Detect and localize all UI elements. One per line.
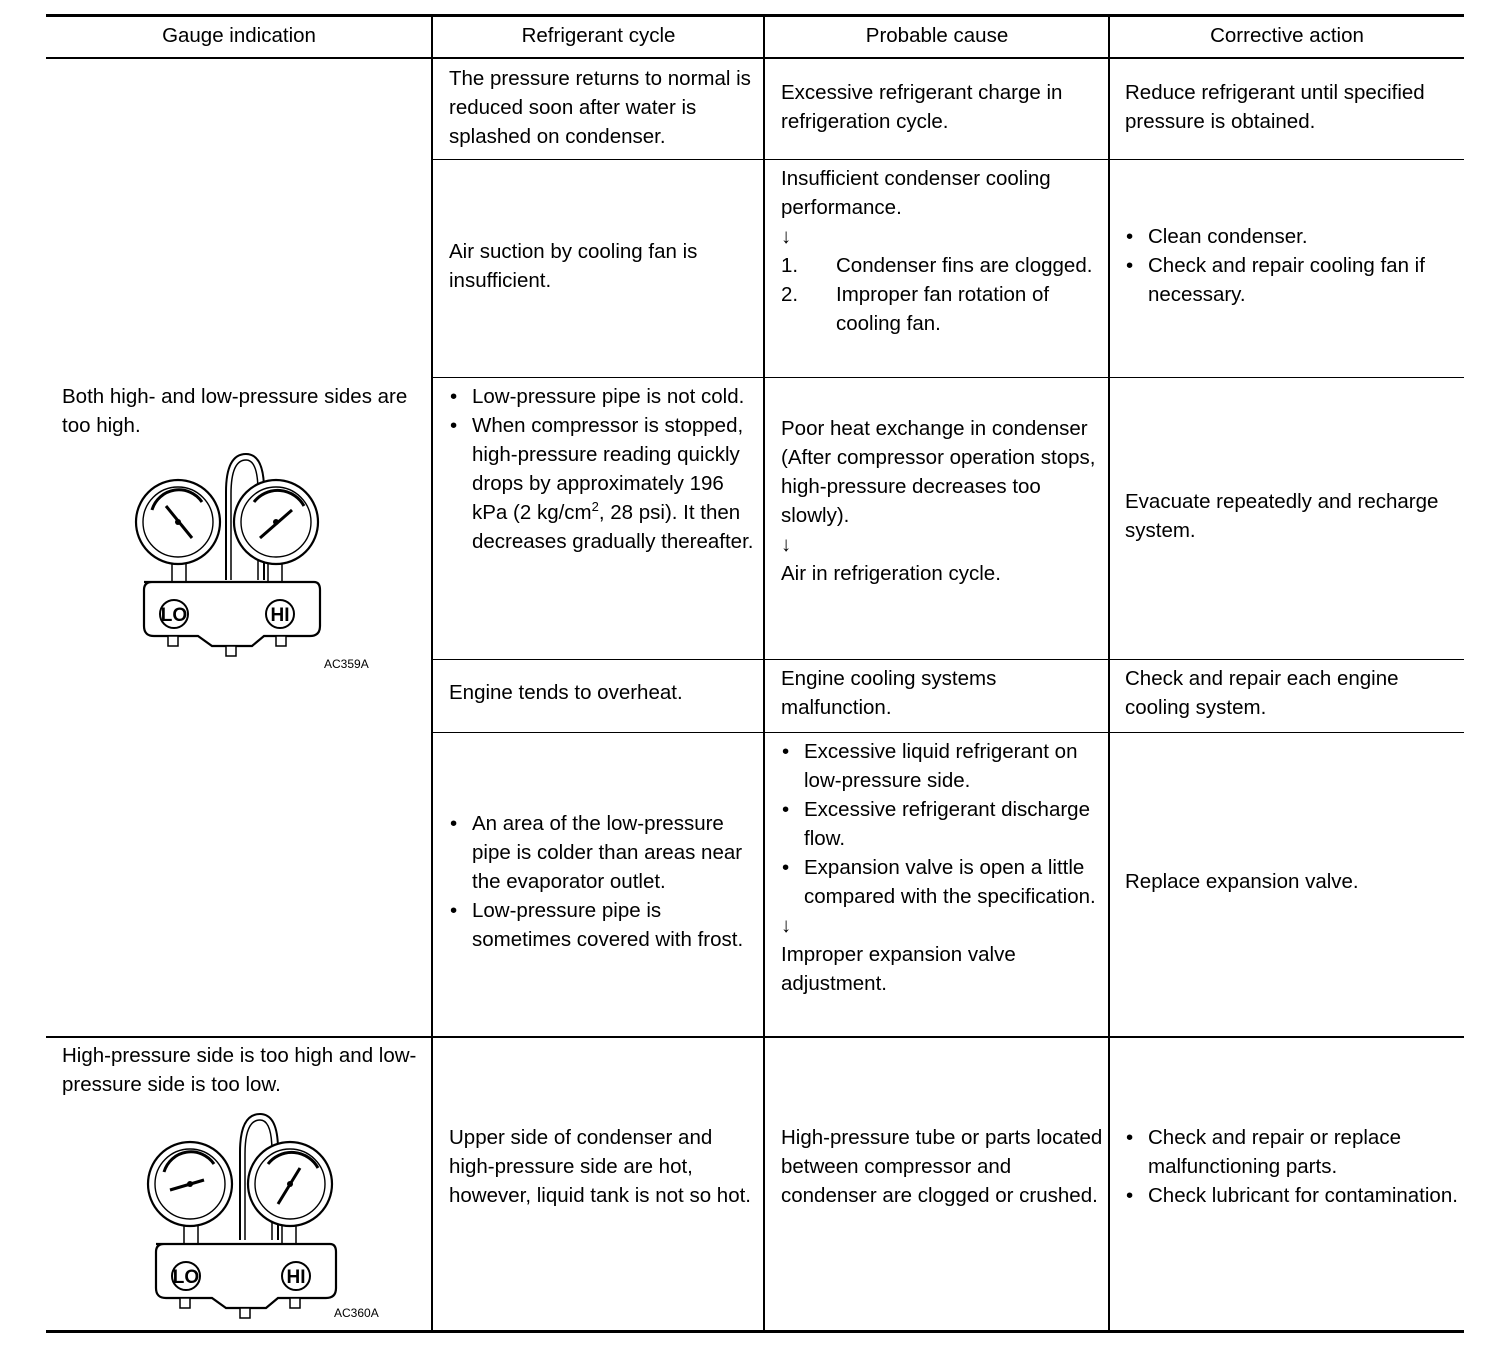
hi-label: HI <box>286 1267 306 1288</box>
cycle-cell: Engine tends to overheat. <box>449 681 683 704</box>
item-text: Low-pressure pipe is sometimes covered with frost. <box>472 899 744 951</box>
cycle-cell <box>449 809 761 954</box>
superscript: 2 <box>591 499 599 515</box>
cycle-cell: Upper side of condenser and high-pressure side are hot, however, liquid tank is not so hot. <box>449 1126 751 1207</box>
cause-intro: Insufficient condenser cooling performance. <box>781 167 1051 219</box>
header-bottom-rule <box>46 57 1464 59</box>
action-cell: Replace expansion valve. <box>1125 870 1359 893</box>
header-gauge-indication: Gauge indication <box>162 24 316 47</box>
bullet-icon: • <box>1126 1184 1134 1207</box>
list-item <box>1125 1123 1459 1181</box>
header-corrective-action: Corrective action <box>1210 24 1364 47</box>
item-text: , 28 psi). It then decreases gradually thereafter. <box>472 501 754 553</box>
hi-label: HI <box>270 605 290 626</box>
action-cell: Evacuate repeatedly and recharge system. <box>1125 490 1439 542</box>
action-cell: Check and repair each engine cooling system. <box>1125 667 1399 719</box>
gauge-indication-text: High-pressure side is too high and low-pressure side is too low. <box>62 1044 417 1096</box>
item-number: 1. <box>781 254 799 277</box>
row-divider <box>432 159 1464 160</box>
item-text: Improper fan rotation of cooling fan. <box>836 283 1050 335</box>
cause-list <box>781 737 1103 911</box>
arrow-down-icon: ↓ <box>781 533 792 556</box>
lo-label: LO <box>160 605 188 626</box>
troubleshooting-table <box>46 14 1464 1334</box>
cycle-list <box>449 382 761 556</box>
action-cell <box>1125 222 1459 309</box>
bullet-icon: • <box>782 856 790 879</box>
gauge-indication-text: Both high- and low-pressure sides are too high. <box>62 385 408 437</box>
list-item <box>781 853 1103 911</box>
item-text: Check lubricant for contamination. <box>1148 1184 1458 1207</box>
list-item <box>449 896 761 954</box>
list-item <box>1125 222 1459 251</box>
bullet-icon: • <box>450 812 458 835</box>
list-item <box>1125 251 1459 309</box>
cycle-cell <box>449 382 761 556</box>
cause-line: Poor heat exchange in condenser <box>781 417 1088 440</box>
figure-code: AC360A <box>334 1306 379 1320</box>
cause-line: (After compressor operation stops, high-pressure decreases too slowly). <box>781 446 1096 527</box>
item-text: Condenser fins are clogged. <box>836 254 1093 277</box>
manifold-gauge-icon <box>134 450 394 671</box>
item-number: 2. <box>781 283 799 306</box>
item-text: Expansion valve is open a little compared with the specification. <box>804 856 1096 908</box>
column-divider <box>763 14 765 1332</box>
item-text: Check and repair or replace malfunctioning parts. <box>1148 1126 1401 1178</box>
list-item <box>1125 1181 1459 1210</box>
action-cell: Reduce refrigerant until specified pressure is obtained. <box>1125 81 1425 133</box>
list-item <box>781 280 1103 338</box>
bullet-icon: • <box>1126 1126 1134 1149</box>
header-probable-cause: Probable cause <box>865 24 1009 47</box>
bullet-icon: • <box>782 798 790 821</box>
bullet-icon: • <box>450 385 458 408</box>
cause-result: Improper expansion valve adjustment. <box>781 943 1016 995</box>
group-divider <box>46 1036 1464 1038</box>
item-text: Excessive refrigerant discharge flow. <box>804 798 1090 850</box>
bullet-icon: • <box>450 899 458 922</box>
list-item <box>449 382 761 411</box>
bullet-icon: • <box>450 414 458 437</box>
action-cell <box>1125 1123 1459 1210</box>
cause-cell <box>781 737 1103 998</box>
item-text: Clean condenser. <box>1148 225 1308 248</box>
list-item <box>781 251 1103 280</box>
item-text: An area of the low-pressure pipe is colder than areas near the evaporator outlet. <box>472 812 743 893</box>
item-text: Low-pressure pipe is not cold. <box>472 385 745 408</box>
list-item <box>781 795 1103 853</box>
item-text: Excessive liquid refrigerant on low-pressure side. <box>804 740 1078 792</box>
item-text: When compressor is stopped, high-pressure reading quickly drops by approximately 196 kPa (2 kg/cm <box>472 414 744 524</box>
figure-code: AC359A <box>324 657 369 671</box>
cause-list <box>781 251 1103 338</box>
cause-cell: Excessive refrigerant charge in refrigeration cycle. <box>781 81 1063 133</box>
column-divider <box>431 14 433 1332</box>
cause-result: Air in refrigeration cycle. <box>781 562 1001 585</box>
list-item <box>781 737 1103 795</box>
cause-cell <box>781 164 1103 338</box>
manifold-gauge-icon <box>144 1110 414 1320</box>
bullet-icon: • <box>1126 225 1134 248</box>
action-list <box>1125 1123 1459 1210</box>
cause-cell <box>781 414 1103 588</box>
row-divider <box>432 659 1464 660</box>
header-refrigerant-cycle: Refrigerant cycle <box>521 24 676 47</box>
arrow-down-icon: ↓ <box>781 225 792 248</box>
bullet-icon: • <box>1126 254 1134 277</box>
cycle-list <box>449 809 761 954</box>
cause-cell: High-pressure tube or parts located between compressor and condenser are clogged or crushed. <box>781 1126 1103 1207</box>
table-bottom-rule <box>46 1330 1464 1333</box>
item-text: Check and repair cooling fan if necessary. <box>1148 254 1425 306</box>
cycle-cell: Air suction by cooling fan is insufficient. <box>449 240 698 292</box>
lo-label: LO <box>172 1267 200 1288</box>
cycle-cell: The pressure returns to normal is reduced soon after water is splashed on condenser. <box>449 67 751 148</box>
table-top-rule <box>46 14 1464 17</box>
column-divider <box>1108 14 1110 1332</box>
cause-cell: Engine cooling systems malfunction. <box>781 667 997 719</box>
row-divider <box>432 377 1464 378</box>
list-item <box>449 411 761 556</box>
action-list <box>1125 222 1459 309</box>
bullet-icon: • <box>782 740 790 763</box>
arrow-down-icon: ↓ <box>781 914 792 937</box>
row-divider <box>432 732 1464 733</box>
list-item <box>449 809 761 896</box>
